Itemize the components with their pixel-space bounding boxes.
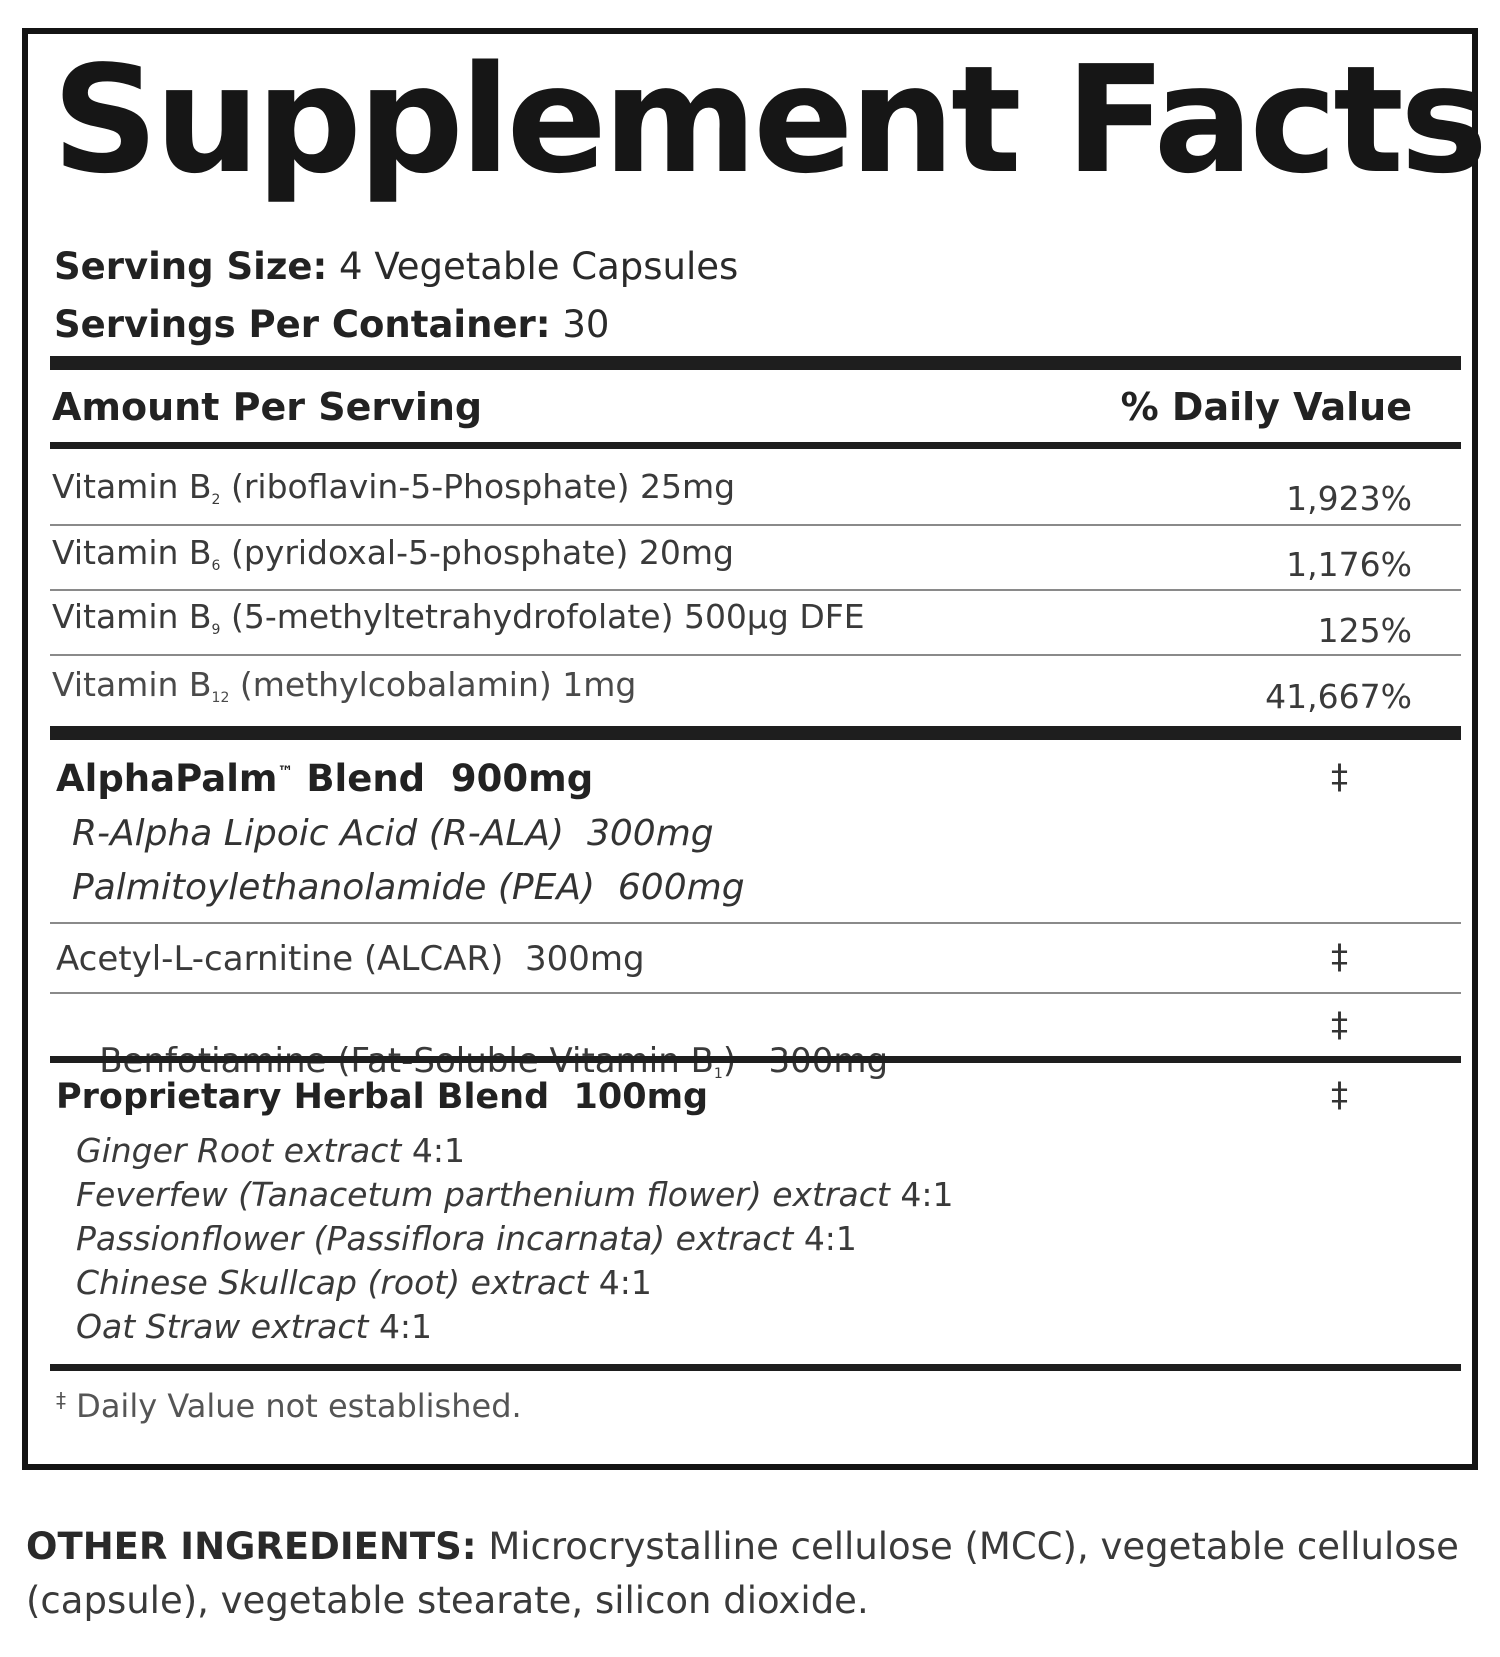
benfotiamine-dv: ‡ <box>1331 1005 1348 1045</box>
divider-medium <box>50 1364 1461 1371</box>
amount-per-serving-header: Amount Per Serving <box>52 385 483 429</box>
divider-thick <box>50 356 1461 370</box>
divider-medium <box>50 442 1461 449</box>
alcar-dv: ‡ <box>1331 937 1348 977</box>
other-ingredients <box>26 1520 1466 1628</box>
herbal-blend-title: Proprietary Herbal Blend 100mg <box>56 1077 709 1117</box>
footnote-mark: ‡ <box>56 1388 66 1412</box>
serving-size-value: 4 Vegetable Capsules <box>339 245 739 288</box>
divider-thin <box>50 524 1461 526</box>
panel-title: Supplement Facts <box>52 34 1485 206</box>
alphapalm-dv: ‡ <box>1331 757 1348 797</box>
herbal-ingredient: Oat Straw extract 4:1 <box>76 1307 433 1346</box>
vitamin-row: Vitamin $B_{12}$ (methylcobalamin) 1mg <box>52 665 637 706</box>
divider-thin <box>50 589 1461 591</box>
other-ingredients-text: Microcrystalline cellulose (MCC), vegetable cellulose (capsule), vegetable stearate, silicon dioxide. <box>26 1525 1459 1622</box>
divider-medium <box>50 1056 1461 1063</box>
herbal-ingredient: Passionflower (Passiflora incarnata) extract 4:1 <box>76 1219 857 1258</box>
herbal-ingredient: Feverfew (Tanacetum parthenium flower) extract 4:1 <box>76 1175 954 1214</box>
vitamin-dv: 1,923% <box>1286 479 1412 518</box>
vitamin-dv: 1,176% <box>1286 545 1412 584</box>
vitamin-row: Vitamin $B_2$ (riboflavin-5-Phosphate) 25mg <box>52 467 736 508</box>
serving-size <box>54 245 739 288</box>
herbal-dv: ‡ <box>1331 1075 1348 1115</box>
divider-thin <box>50 654 1461 656</box>
daily-value-header: % Daily Value <box>1120 385 1412 429</box>
supplement-facts-panel <box>22 28 1485 1470</box>
footnote-text: Daily Value not established. <box>76 1387 522 1425</box>
divider-thin <box>50 922 1461 924</box>
divider-thin <box>50 992 1461 994</box>
benfotiamine-row: 1 <box>713 1066 723 1082</box>
alphapalm-blend-title: AlphaPalm™ Blend 900mg <box>56 757 594 800</box>
vitamin-dv: 125% <box>1317 611 1412 650</box>
herbal-ingredient: Ginger Root extract 4:1 <box>76 1131 465 1170</box>
serving-size-label: Serving Size: <box>54 245 328 288</box>
divider-thick <box>50 726 1461 740</box>
herbal-ingredient: Chinese Skullcap (root) extract 4:1 <box>76 1263 652 1302</box>
alphapalm-ingredient: R-Alpha Lipoic Acid (R-ALA) 300mg <box>72 813 714 854</box>
vitamin-row: Vitamin $B_6$ (pyridoxal-5-phosphate) 20mg <box>52 533 734 574</box>
vitamin-dv: 41,667% <box>1265 677 1412 716</box>
vitamin-row: Vitamin $B_9$ (5-methyltetrahydrofolate) 500µg DFE <box>52 597 865 638</box>
servings-per-container-value: 30 <box>562 303 610 346</box>
footnote <box>56 1387 522 1425</box>
alcar-row: Acetyl-L-carnitine (ALCAR) 300mg <box>56 939 645 979</box>
servings-per-container-label: Servings Per Container: <box>54 303 551 346</box>
alphapalm-ingredient: Palmitoylethanolamide (PEA) 600mg <box>72 867 745 908</box>
other-ingredients-label: OTHER INGREDIENTS: <box>26 1525 477 1568</box>
servings-per-container <box>54 303 610 346</box>
